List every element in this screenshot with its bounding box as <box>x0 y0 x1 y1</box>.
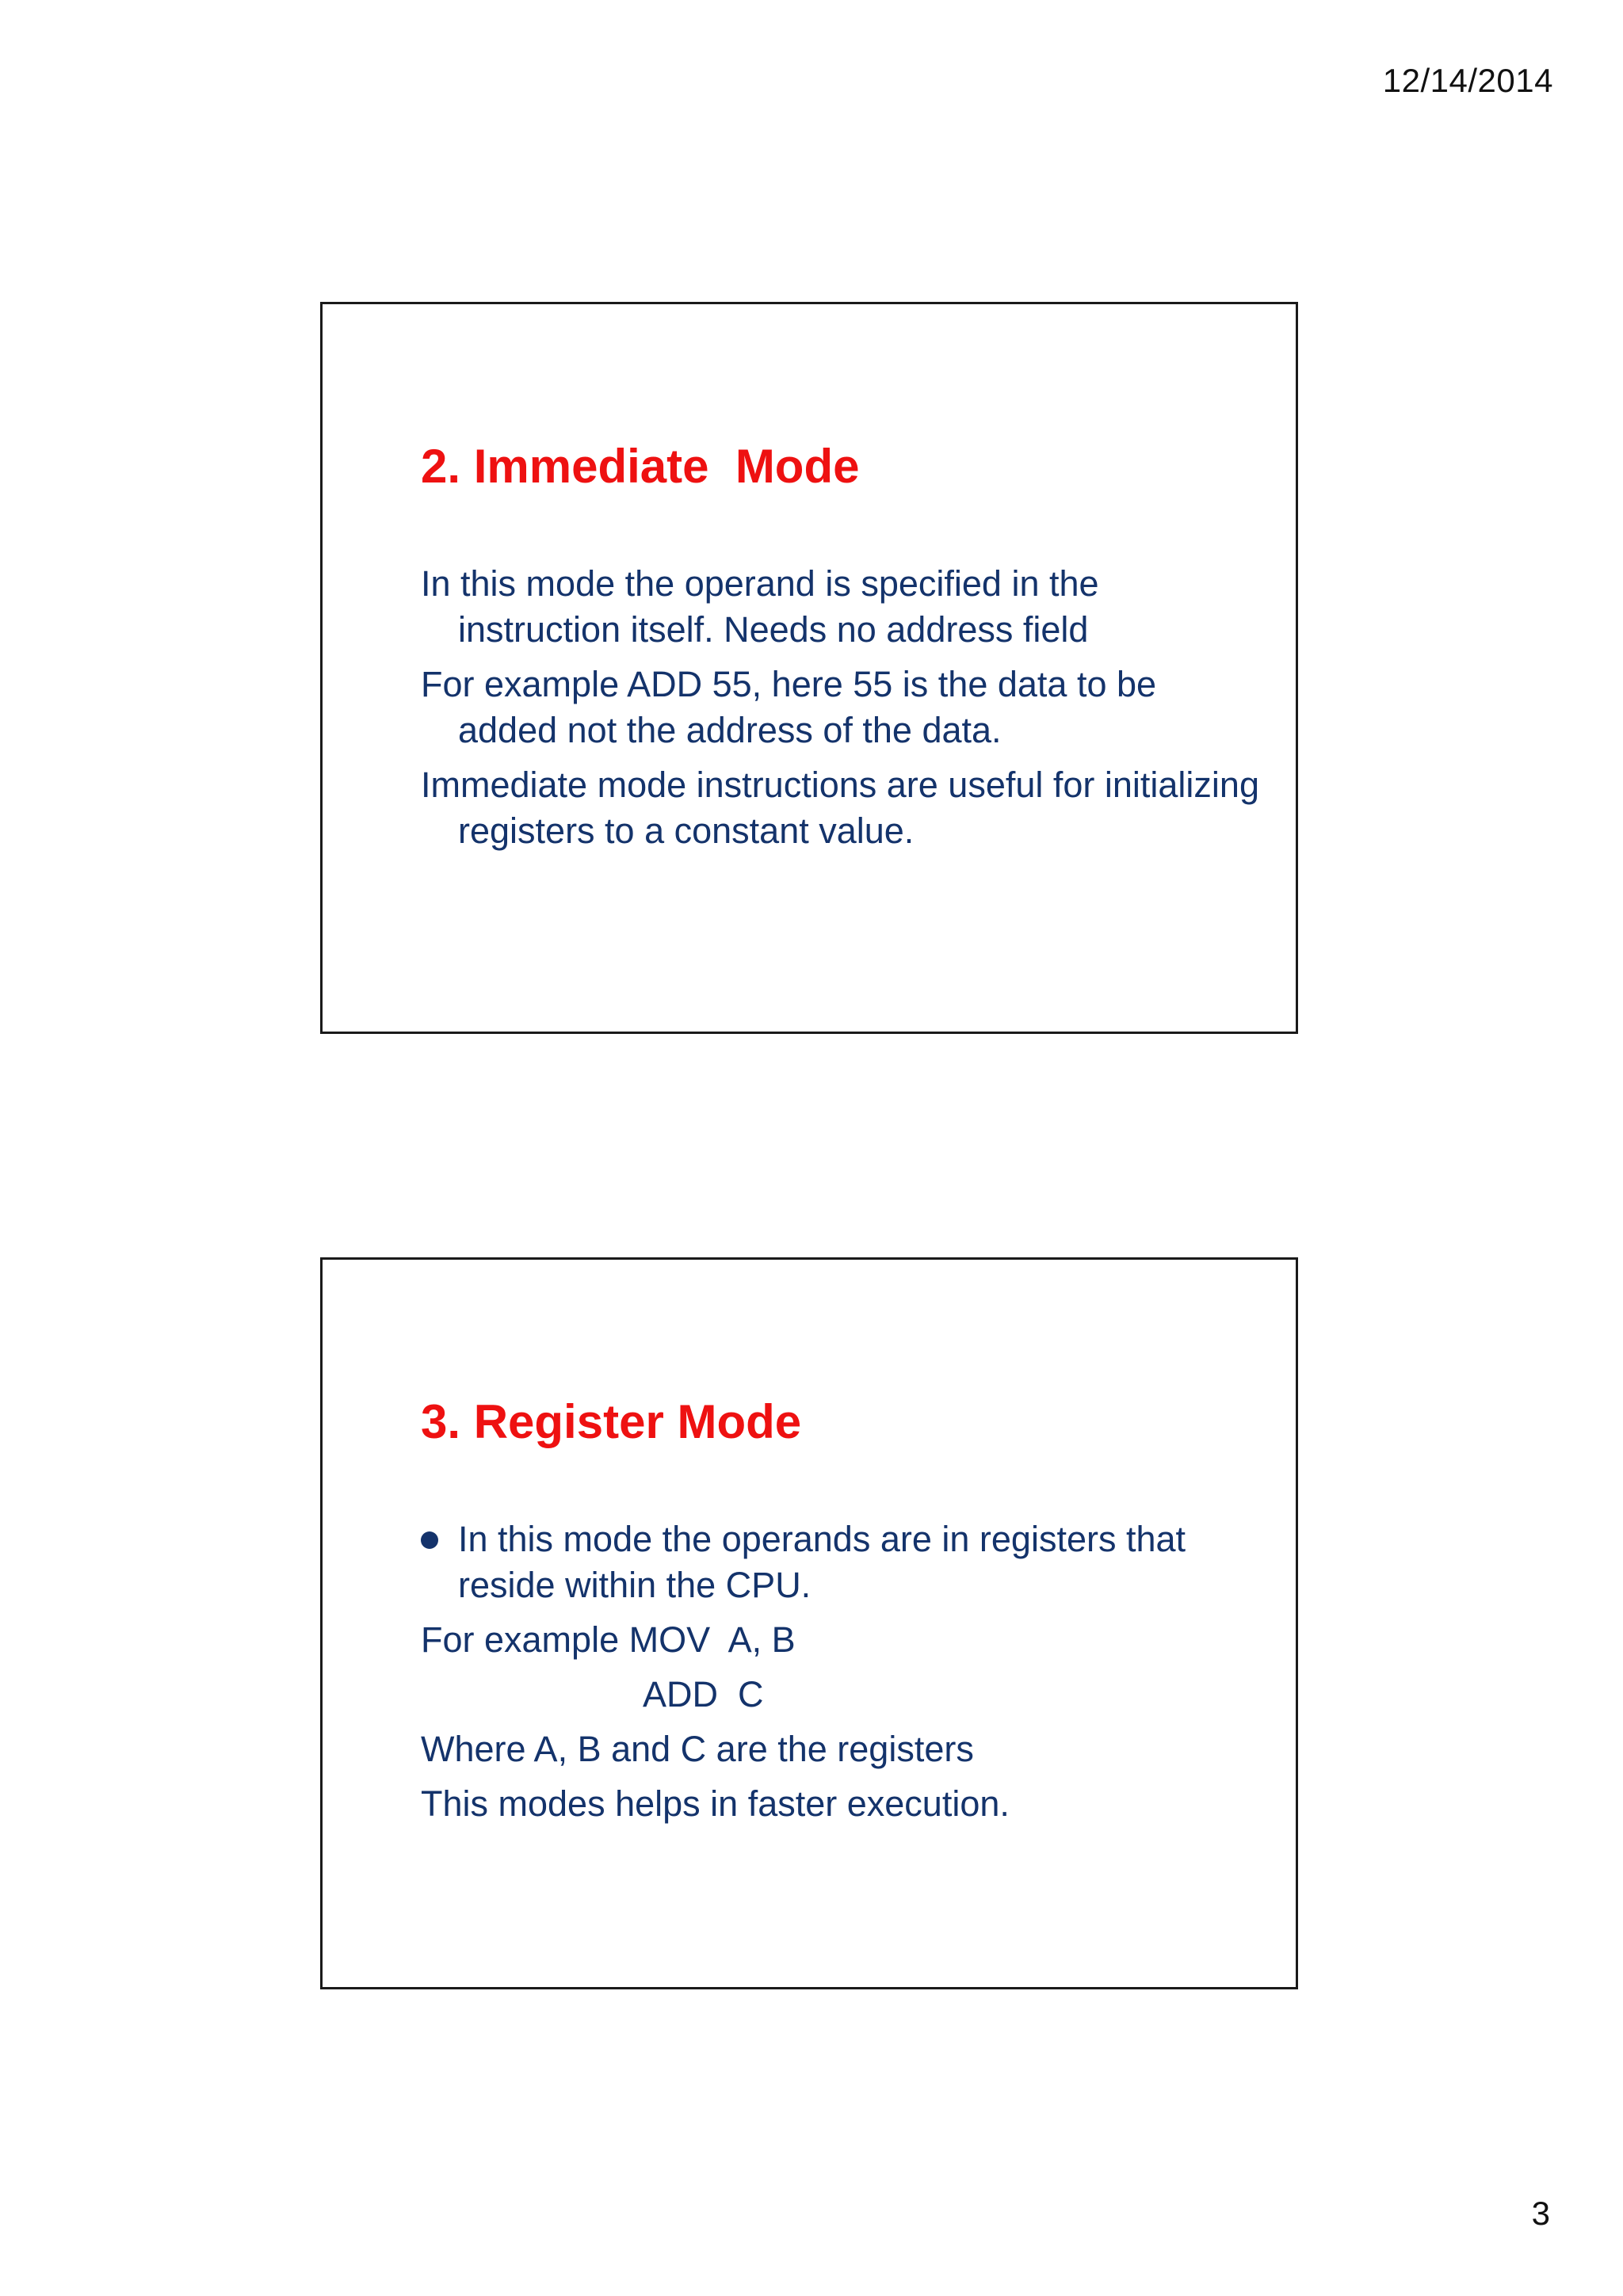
bullet-item <box>421 1516 1261 1608</box>
text-line: For example MOV A, B <box>421 1619 796 1660</box>
slide-title: 2. Immediate Mode <box>421 440 860 493</box>
page-number: 3 <box>1531 2195 1550 2232</box>
slide-register-mode <box>320 1257 1298 1989</box>
slide-body <box>421 561 1270 863</box>
slide-immediate-mode <box>320 302 1298 1034</box>
text-line: Where A, B and C are the registers <box>421 1729 974 1769</box>
paragraph: For example ADD 55, here 55 is the data to be added not the address of the data. <box>421 664 1167 750</box>
text-line: ADD C <box>643 1674 764 1714</box>
bullet-text: In this mode the operands are in registers that reside within the CPU. <box>458 1519 1186 1605</box>
paragraph: Immediate mode instructions are useful for initializing registers to a constant value. <box>421 765 1270 851</box>
slide-body <box>421 1516 1261 1836</box>
page-date: 12/14/2014 <box>1382 62 1553 99</box>
slide-title: 3. Register Mode <box>421 1395 802 1448</box>
bullet-icon <box>421 1531 438 1549</box>
text-line: This modes helps in faster execution. <box>421 1783 1010 1824</box>
paragraph: In this mode the operand is specified in the instruction itself. Needs no address field <box>421 563 1109 650</box>
